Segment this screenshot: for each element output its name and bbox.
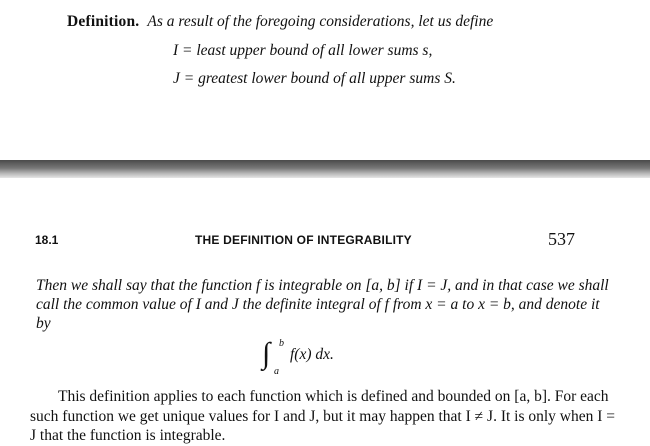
definition-text: As a result of the foregoing considerations, let us define [147, 13, 494, 30]
running-header-title: THE DEFINITION OF INTEGRABILITY [195, 233, 412, 247]
page-number: 537 [548, 229, 575, 249]
paragraph-definite-integral: Then we shall say that the function f is integrable on [a, b] if I = J, and in that case we shall call the common value of I and J the definite integral of f from x = a to x = b, and denote it by [36, 277, 609, 332]
integral-upper-limit: b [279, 338, 284, 349]
definition-line [67, 13, 493, 31]
equation-i: I = least upper bound of all lower sums s, [173, 42, 433, 59]
integral-sign-icon: ∫ [262, 337, 271, 370]
lower-page [0, 178, 650, 444]
equation-j: J = greatest lower bound of all upper sums S. [173, 70, 456, 87]
integral-lower-limit: a [274, 366, 279, 377]
page-divider [0, 160, 650, 178]
paragraph-definition-applies: This definition applies to each function which is defined and bounded on [a, b]. For each such function we get unique values for I and J, but it may happen that I ≠ J. It is only when I = J that the function is integrable. [30, 388, 616, 444]
integral-expression [262, 338, 382, 378]
upper-page [0, 0, 650, 160]
section-number: 18.1 [35, 233, 59, 247]
definition-label: Definition. [67, 13, 140, 30]
integrand: f(x) dx. [290, 346, 334, 363]
